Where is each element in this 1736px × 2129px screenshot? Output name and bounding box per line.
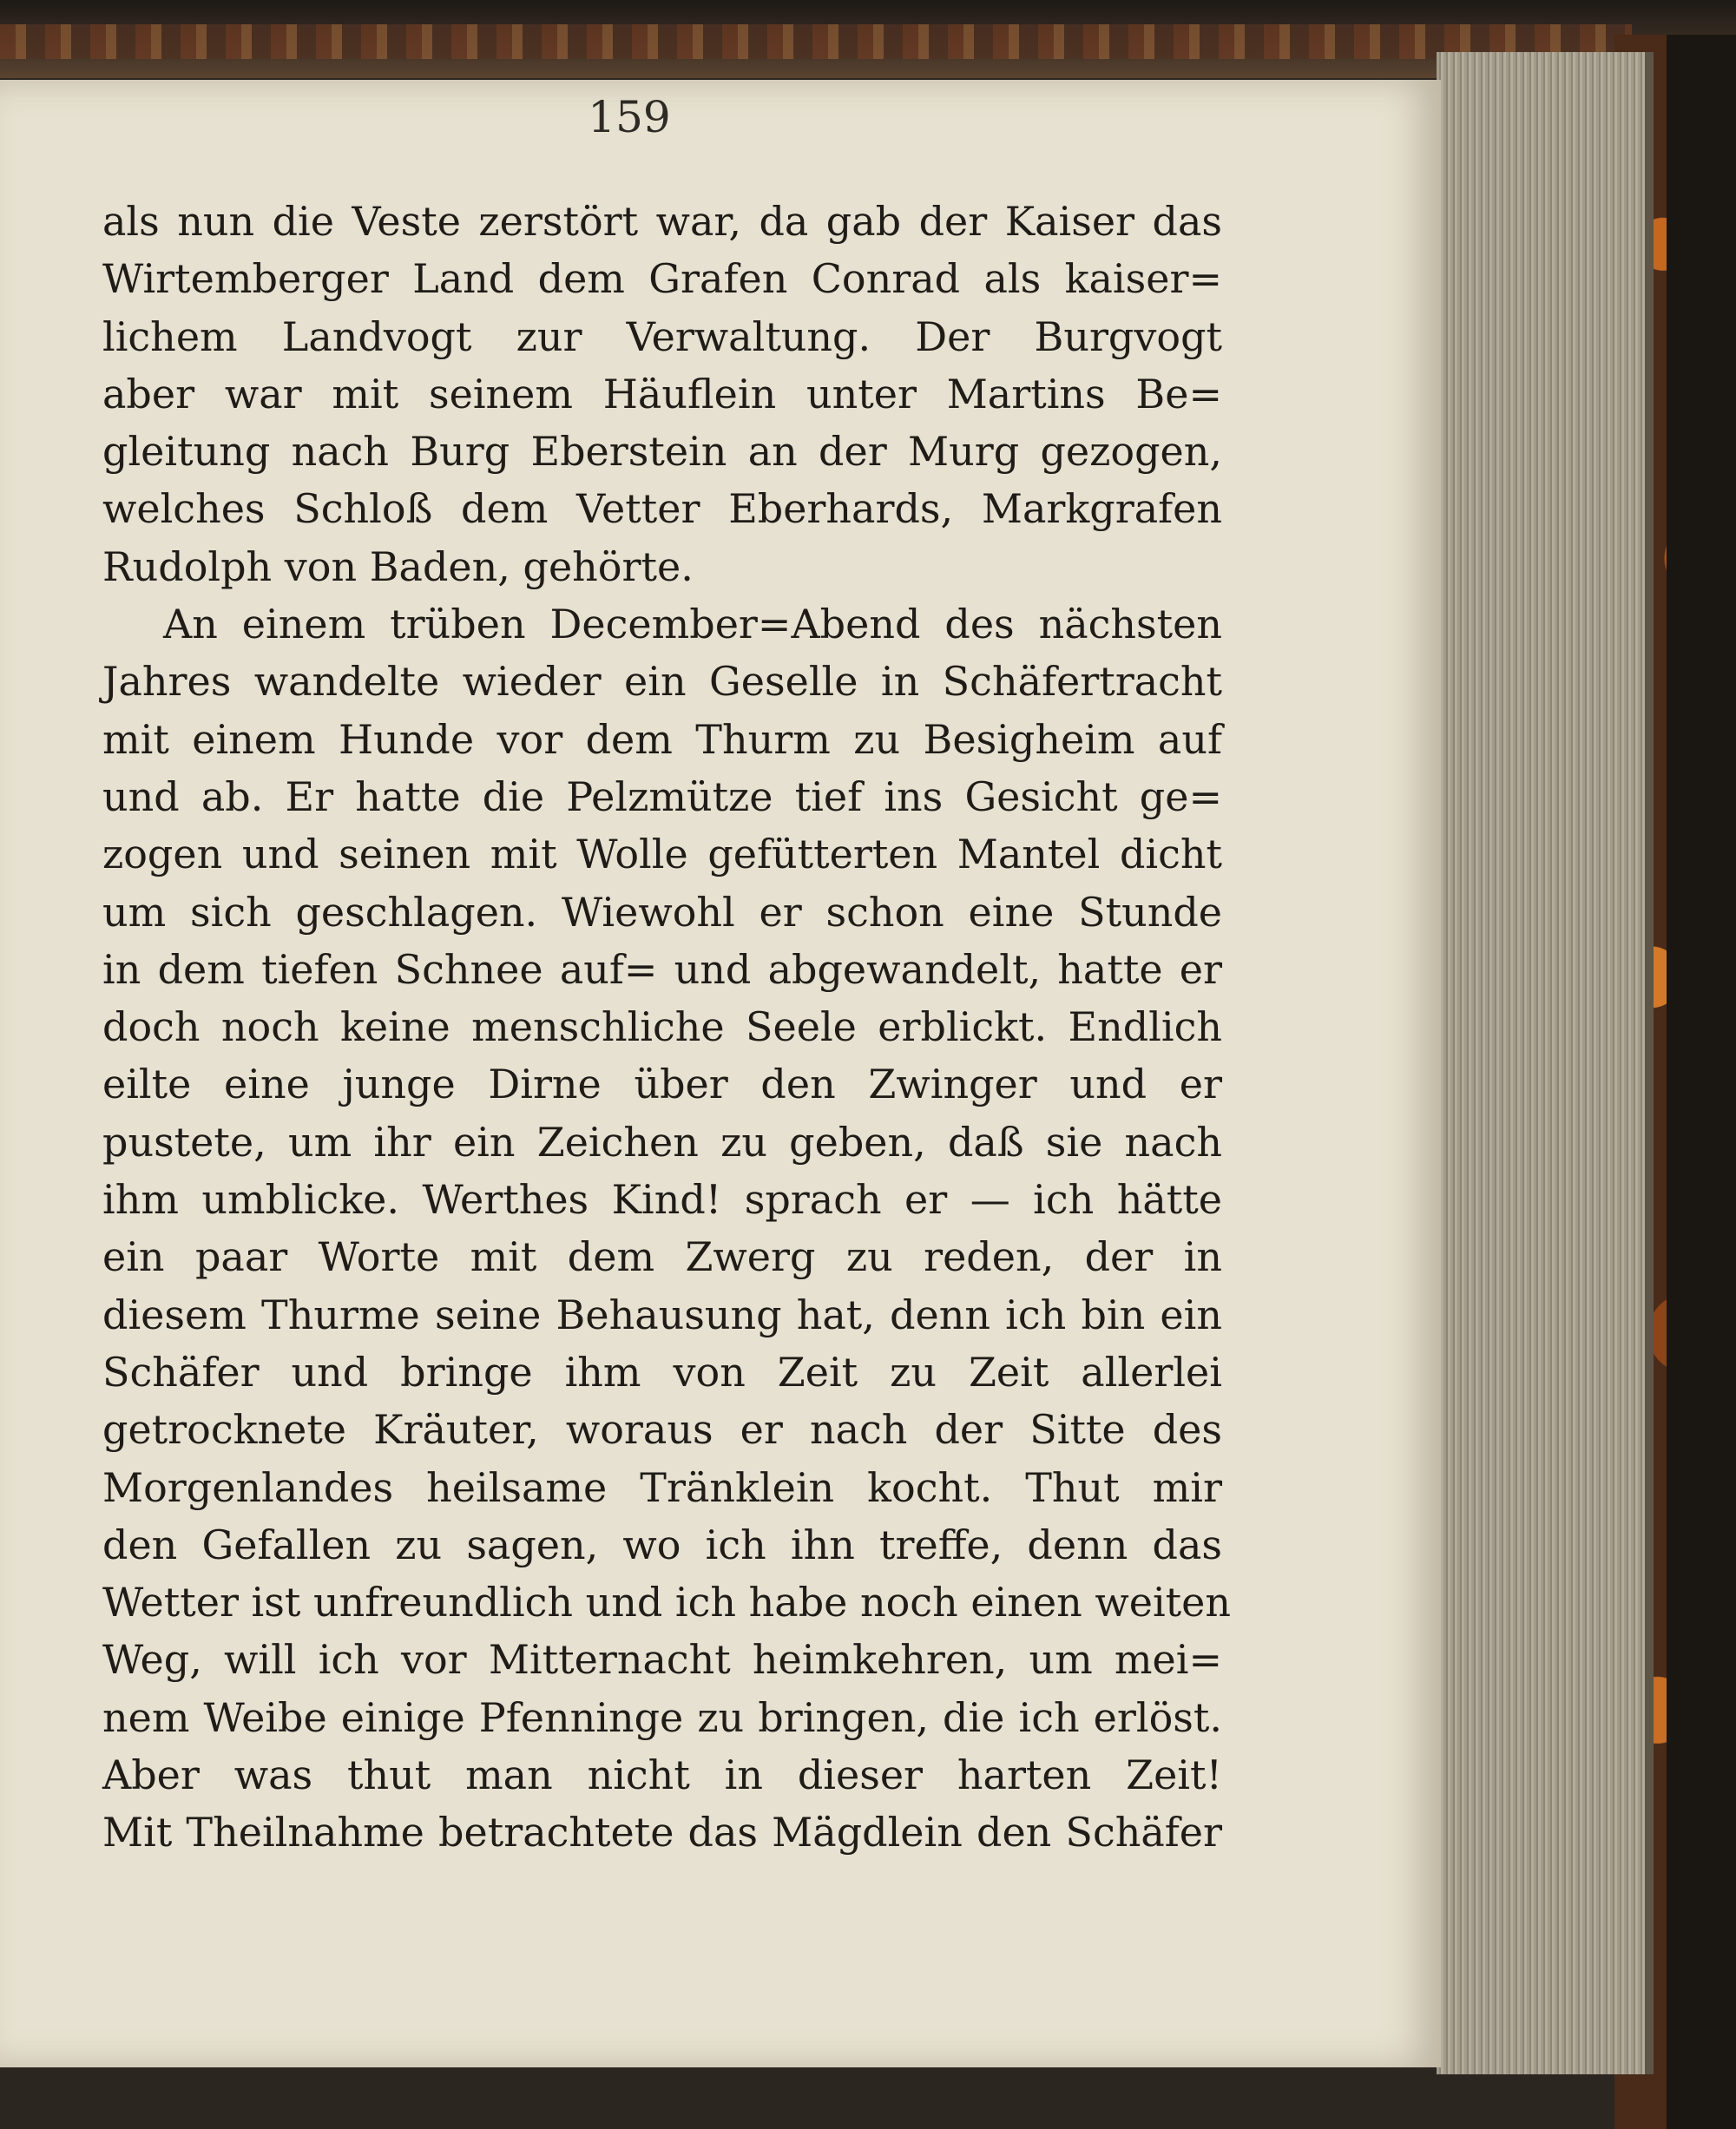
text-line: ein paar Worte mit dem Zwerg zu reden, der in — [102, 1233, 1222, 1281]
text-line: ihm umblicke. Werthes Kind! sprach er — ich hätte — [102, 1176, 1222, 1224]
text-line: Wetter ist unfreundlich und ich habe noch einen weiten — [102, 1579, 1231, 1626]
text-line: Mit Theilnahme betrachtete das Mägdlein den Schäfer — [102, 1809, 1222, 1856]
text-line: Aber was thut man nicht in dieser harten Zeit! — [102, 1751, 1222, 1799]
text-line: diesem Thurme seine Behausung hat, denn ich bin ein — [102, 1291, 1222, 1338]
text-line: Jahres wandelte wieder ein Geselle in Schäfertracht — [102, 658, 1222, 706]
text-line: in dem tiefen Schnee auf= und abgewandelt, hatte er — [102, 945, 1222, 993]
text-line: An einem trüben December=Abend des nächsten — [163, 601, 1222, 648]
text-line: Rudolph von Baden, gehörte. — [102, 542, 694, 590]
cover-spine-shadow — [1667, 35, 1736, 2129]
text-line: Wirtemberger Land dem Grafen Conrad als kaiser= — [102, 255, 1222, 303]
body-text — [102, 193, 1231, 1862]
text-line: lichem Landvogt zur Verwaltung. Der Burgvogt — [102, 312, 1222, 360]
text-line: um sich geschlagen. Wiewohl er schon eine Stunde — [102, 888, 1222, 936]
text-line: doch noch keine menschliche Seele erblickt. Endlich — [102, 1003, 1222, 1051]
text-line: gleitung nach Burg Eberstein an der Murg gezogen, — [102, 428, 1222, 476]
text-line: welches Schloß dem Vetter Eberhards, Markgrafen — [102, 485, 1222, 533]
cover-binding-strip — [0, 24, 1632, 59]
text-line: Schäfer und bringe ihm von Zeit zu Zeit allerlei — [102, 1348, 1222, 1396]
text-line: eilte eine junge Dirne über den Zwinger und er — [102, 1061, 1222, 1108]
text-line: aber war mit seinem Häuflein unter Martins Be= — [102, 370, 1222, 417]
text-line: getrocknete Kräuter, woraus er nach der Sitte des — [102, 1406, 1222, 1454]
text-line: den Gefallen zu sagen, wo ich ihn treffe, denn das — [102, 1521, 1222, 1568]
text-line: Weg, will ich vor Mitternacht heimkehren, um mei= — [102, 1636, 1222, 1684]
text-line: Morgenlandes heilsame Tränklein kocht. Thut mir — [102, 1463, 1222, 1511]
page-number: 159 — [588, 92, 671, 142]
text-line: nem Weibe einige Pfenninge zu bringen, die ich erlöst. — [102, 1693, 1222, 1741]
text-line: zogen und seinen mit Wolle gefütterten Mantel dicht — [102, 831, 1222, 878]
text-line: pustete, um ihr ein Zeichen zu geben, daß sie nach — [102, 1118, 1222, 1166]
text-line: mit einem Hunde vor dem Thurm zu Besigheim auf — [102, 715, 1222, 763]
text-line: und ab. Er hatte die Pelzmütze tief ins Gesicht ge= — [102, 772, 1222, 820]
page-block-edges — [1437, 52, 1654, 2074]
text-line: als nun die Veste zerstört war, da gab der Kaiser das — [102, 198, 1222, 245]
